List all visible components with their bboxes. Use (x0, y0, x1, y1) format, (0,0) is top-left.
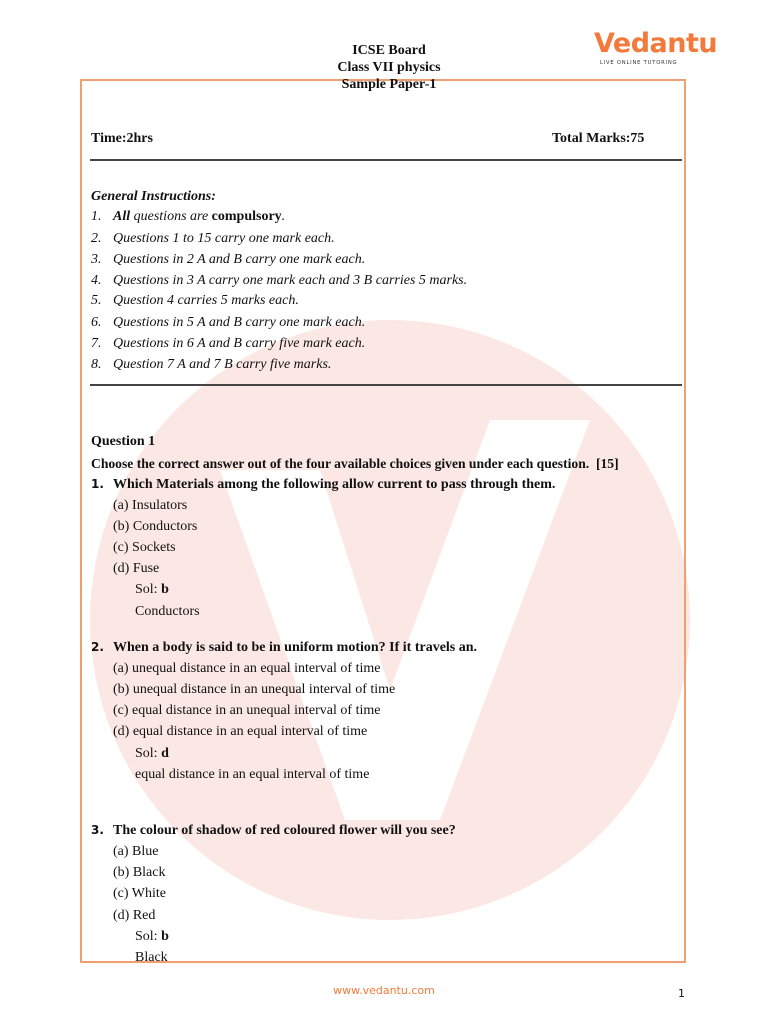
solution-answer: equal distance in an equal interval of time (135, 767, 370, 782)
time-label: Time:2hrs (91, 131, 153, 146)
instruction-item: 7. Questions in 6 A and B carry five mark each. (91, 336, 366, 351)
instruction-item: 6. Questions in 5 A and B carry one mark each. (91, 315, 366, 330)
total-marks-label: Total Marks:75 (552, 131, 645, 146)
option: (c) White (113, 886, 166, 901)
divider (90, 384, 682, 386)
instruction-item: 3. Questions in 2 A and B carry one mark each. (91, 252, 366, 267)
option: (c) equal distance in an unequal interval of time (113, 703, 381, 718)
class-title: Class VII physics (337, 60, 441, 75)
paper-title: Sample Paper-1 (341, 77, 437, 92)
solution-answer: Black (135, 950, 168, 965)
option: (a) Insulators (113, 498, 188, 513)
logo-tagline: LIVE ONLINE TUTORING (600, 60, 678, 66)
option: (b) Conductors (113, 519, 198, 534)
instruction-item: 5. Question 4 carries 5 marks each. (91, 293, 299, 308)
question-heading: Question 1 (91, 434, 156, 449)
option: (d) Fuse (113, 561, 160, 576)
solution-line: Sol: d (135, 746, 169, 761)
option: (d) equal distance in an equal interval of time (113, 724, 368, 739)
option: (d) Red (113, 908, 156, 923)
option: (c) Sockets (113, 540, 176, 555)
question-item-text: 2. When a body is said to be in uniform motion? If it travels an. (91, 640, 478, 655)
instructions-heading: General Instructions: (91, 189, 216, 204)
option: (b) unequal distance in an unequal interval of time (113, 682, 396, 697)
instruction-item: 1. All questions are compulsory. (91, 209, 286, 224)
divider (90, 159, 682, 161)
instruction-item: 2. Questions 1 to 15 carry one mark each. (91, 231, 335, 246)
option: (b) Black (113, 865, 166, 880)
instruction-item: 4. Questions in 3 A carry one mark each and 3 B carries 5 marks. (91, 273, 468, 288)
instruction-item: 8. Question 7 A and 7 B carry five marks. (91, 357, 332, 372)
question-marks: [15] (595, 456, 619, 471)
footer-website-link[interactable]: www.vedantu.com (333, 984, 435, 997)
page-number: 1 (678, 987, 685, 1000)
logo-wordmark: Vedantu (594, 28, 718, 59)
solution-answer: Conductors (135, 604, 200, 619)
solution-line: Sol: b (135, 582, 169, 597)
option: (a) Blue (113, 844, 159, 859)
question-item-text: 3. The colour of shadow of red coloured flower will you see? (91, 823, 456, 838)
question-directive: Choose the correct answer out of the four available choices given under each question. [15] (91, 456, 619, 471)
question-item-text: 1. Which Materials among the following allow current to pass through them. (91, 477, 556, 492)
board-title: ICSE Board (352, 43, 426, 58)
option: (a) unequal distance in an equal interval of time (113, 661, 381, 676)
solution-line: Sol: b (135, 929, 169, 944)
